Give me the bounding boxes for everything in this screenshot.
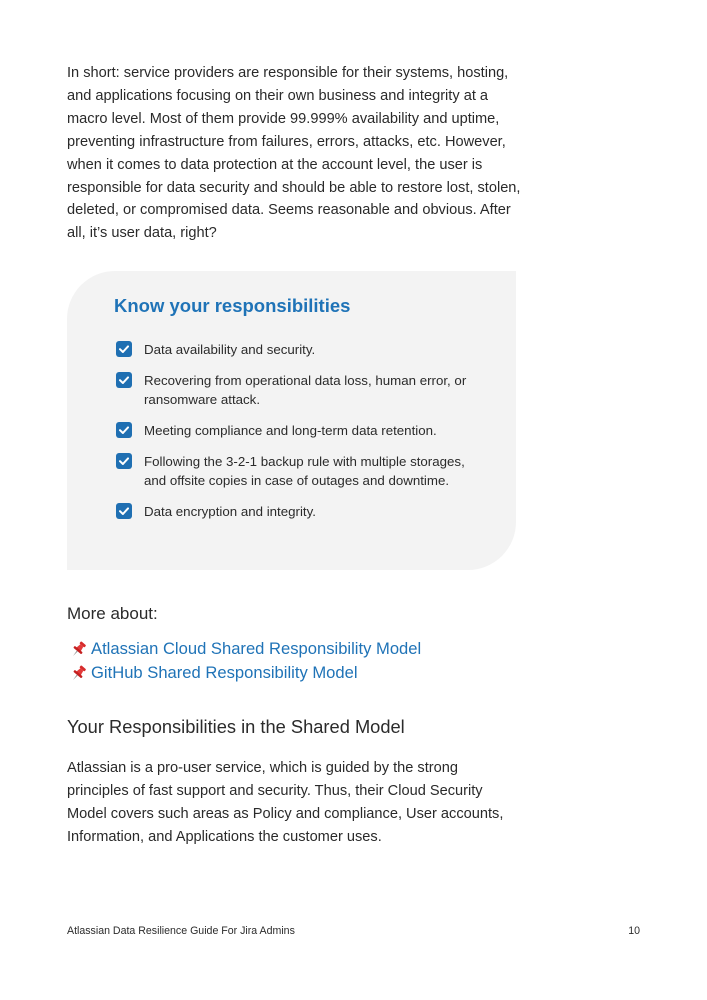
related-links (69, 637, 421, 685)
list-item-text: Data encryption and integrity. (144, 504, 316, 519)
link-row (69, 637, 421, 661)
responsibilities-list (116, 340, 476, 533)
list-item (116, 371, 476, 409)
list-item (116, 452, 476, 490)
pushpin-icon (69, 640, 88, 659)
list-item (116, 340, 476, 359)
more-about-label: More about: (67, 604, 158, 623)
checkbox-checked-icon (116, 453, 132, 469)
checkbox-checked-icon (116, 341, 132, 357)
section-heading: Your Responsibilities in the Shared Model (67, 716, 405, 737)
callout-title: Know your responsibilities (114, 295, 351, 316)
intro-paragraph: In short: service providers are responsible for their systems, hosting, and applications focusing on their own business and integrity at a macro level. Most of them provide 99.999% availability and uptime, preventing infrastructure from failures, errors, attacks, etc. However, when it comes to data protection at the account level, the user is responsible for data security and should be able to restore lost, stolen, deleted, or compromised data. Seems reasonable and obvious. After all, it’s user data, right? (67, 65, 521, 242)
section-paragraph: Atlassian is a pro-user service, which is guided by the strong principles of fast support and security. Thus, their Cloud Security Model covers such areas as Policy and compliance, User accounts, Information, and Applications the customer uses. (67, 760, 504, 845)
list-item-text: Data availability and security. (144, 342, 316, 357)
responsibilities-callout (67, 271, 516, 570)
checkbox-checked-icon (116, 503, 132, 519)
list-item-text: Following the 3-2-1 backup rule with multiple storages, and offsite copies in case of outages and downtime. (144, 454, 465, 488)
checkbox-checked-icon (116, 422, 132, 438)
list-item-text: Recovering from operational data loss, human error, or ransomware attack. (144, 373, 467, 407)
list-item (116, 421, 476, 440)
pushpin-icon (69, 664, 88, 683)
footer-document-title: Atlassian Data Resilience Guide For Jira Admins (67, 925, 295, 937)
footer-page-number: 10 (628, 925, 640, 937)
list-item-text: Meeting compliance and long-term data retention. (144, 423, 437, 438)
link-github-shared-responsibility[interactable]: GitHub Shared Responsibility Model (91, 663, 358, 682)
link-atlassian-shared-responsibility[interactable]: Atlassian Cloud Shared Responsibility Model (91, 639, 422, 658)
list-item (116, 502, 476, 521)
link-row (69, 661, 421, 685)
checkbox-checked-icon (116, 372, 132, 388)
